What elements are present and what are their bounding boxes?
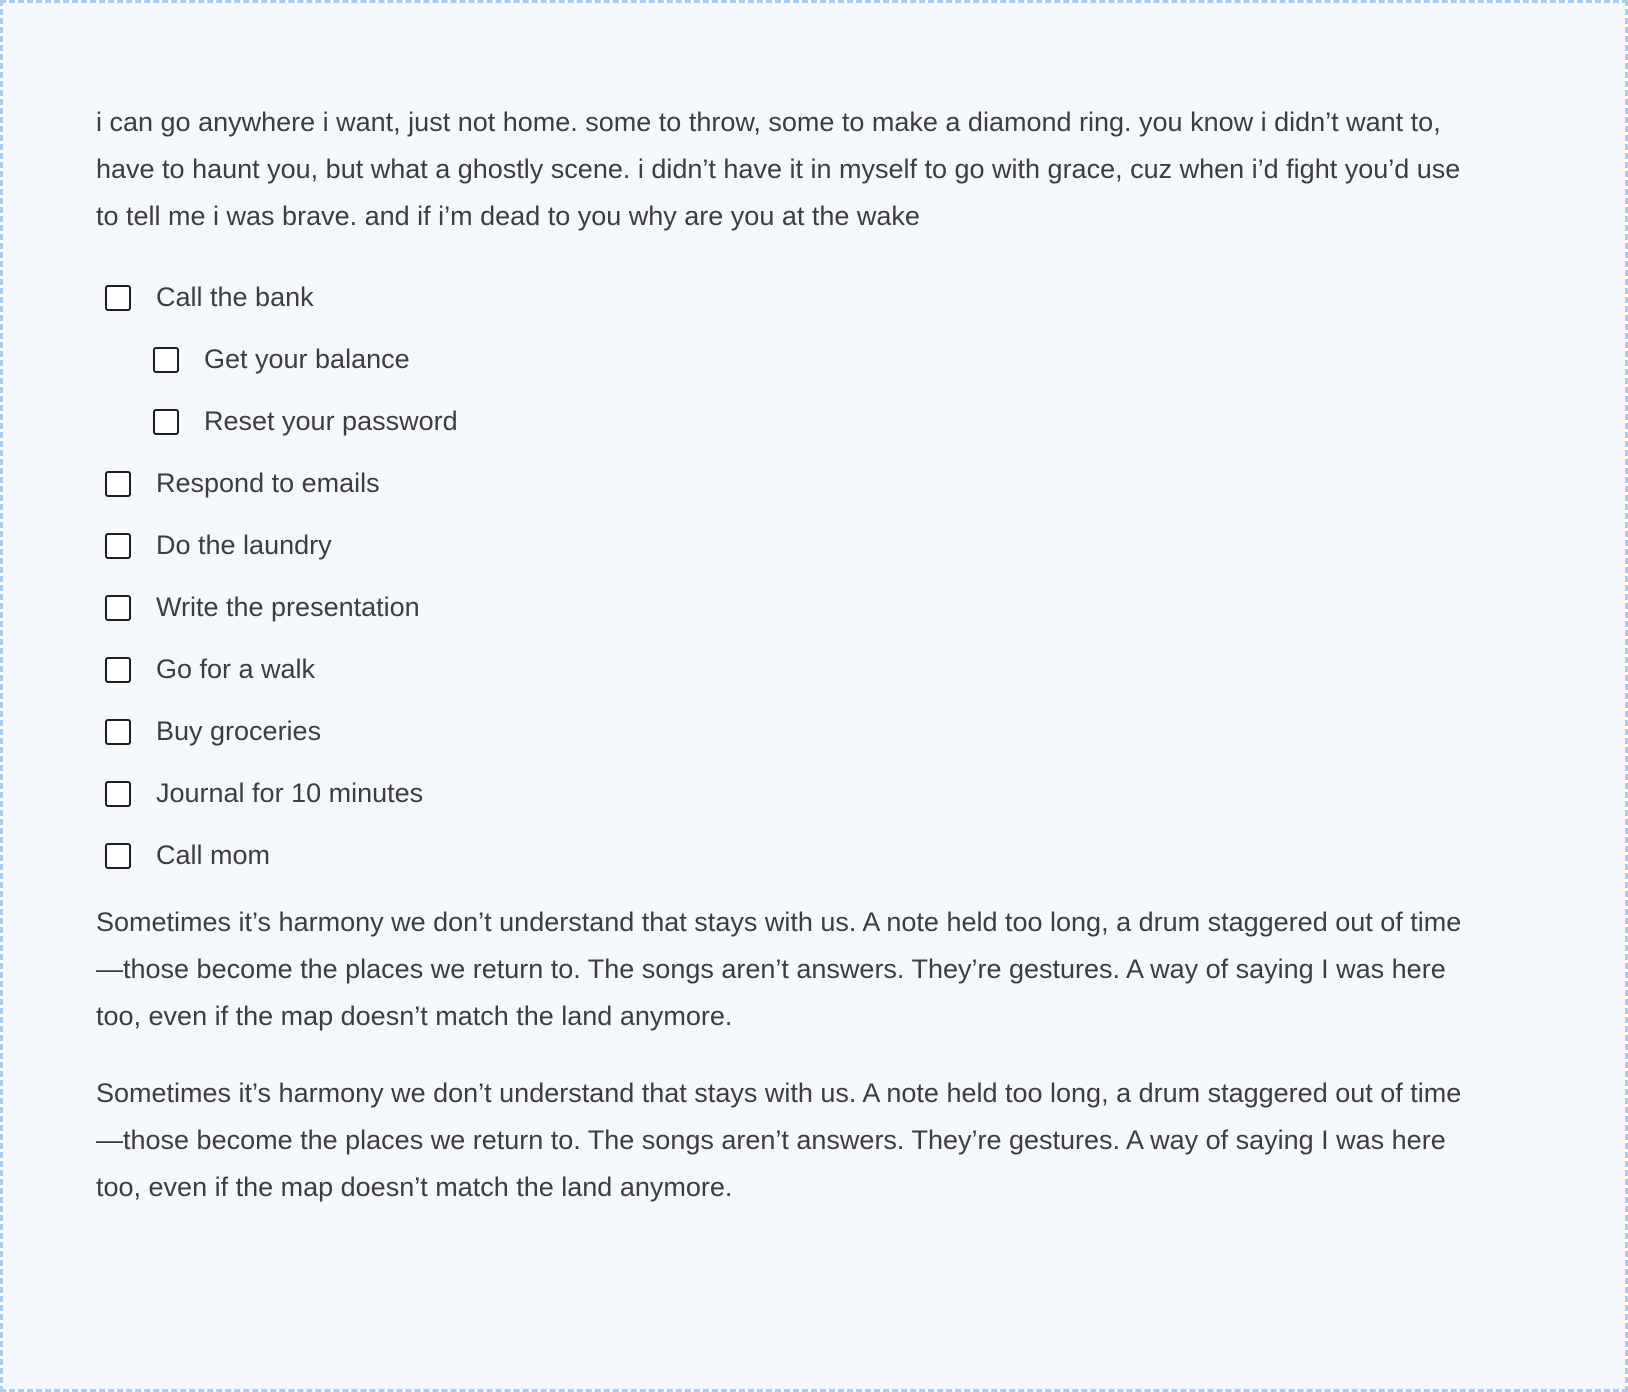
paragraph-lyrics: i can go anywhere i want, just not home. some to throw, some to make a diamond ring. you know i didn’t want to, have to haunt you, but what a ghostly scene. i didn’t have it in myself to go with grace, cuz when i’d fight you’d use to tell me i was brave. and if i’m dead to you why are you at the wake <box>96 107 1461 231</box>
checkbox-icon[interactable] <box>105 285 131 311</box>
todo-item <box>96 336 1532 383</box>
checkbox-icon[interactable] <box>105 781 131 807</box>
todo-item <box>96 708 1532 755</box>
todo-item <box>96 646 1532 693</box>
checkbox-icon[interactable] <box>105 657 131 683</box>
checkbox-icon[interactable] <box>105 843 131 869</box>
todo-label: Write the presentation <box>156 592 420 622</box>
checkbox-icon[interactable] <box>153 409 179 435</box>
paragraph-outro-1: Sometimes it’s harmony we don’t understand that stays with us. A note held too long, a drum staggered out of time—those become the places we return to. The songs aren’t answers. They’re gestures. A way of saying I was here too, even if the map doesn’t match the land anymore. <box>96 907 1462 1031</box>
todo-label: Call the bank <box>156 282 314 312</box>
checkbox-icon[interactable] <box>153 347 179 373</box>
todo-label: Reset your password <box>204 406 458 436</box>
todo-item <box>96 770 1532 817</box>
todo-item <box>96 398 1532 445</box>
checkbox-icon[interactable] <box>105 533 131 559</box>
todo-label: Respond to emails <box>156 468 380 498</box>
todo-label: Call mom <box>156 840 271 870</box>
todo-item <box>96 460 1532 507</box>
todo-list <box>96 274 1532 879</box>
todo-item <box>96 274 1532 321</box>
todo-item <box>96 522 1532 569</box>
checkbox-icon[interactable] <box>105 471 131 497</box>
document-content <box>3 3 1625 1211</box>
paragraph-outro-2: Sometimes it’s harmony we don’t understand that stays with us. A note held too long, a drum staggered out of time—those become the places we return to. The songs aren’t answers. They’re gestures. A way of saying I was here too, even if the map doesn’t match the land anymore. <box>96 1078 1462 1202</box>
todo-label: Go for a walk <box>156 654 316 684</box>
todo-item <box>96 584 1532 631</box>
checkbox-icon[interactable] <box>105 719 131 745</box>
checkbox-icon[interactable] <box>105 595 131 621</box>
todo-label: Buy groceries <box>156 716 322 746</box>
todo-label: Get your balance <box>204 344 410 374</box>
todo-item <box>96 832 1532 879</box>
todo-label: Journal for 10 minutes <box>156 778 424 808</box>
todo-label: Do the laundry <box>156 530 332 560</box>
